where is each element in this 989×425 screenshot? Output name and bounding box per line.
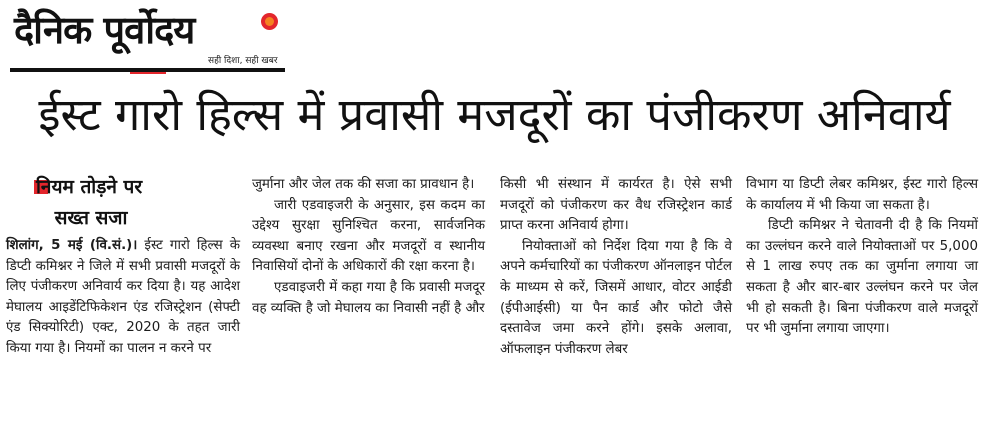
paragraph: नियोक्ताओं को निर्देश दिया गया है कि वे अपने कर्मचारियों का पंजीकरण ऑनलाइन पोर्टल के माध्यम से करें, जिसमें आधार, वोटर आईडी (ईपीआईसी) या पैन कार्ड और फोटो जैसे दस्तावेज जमा करने होंगे। इसके अलावा, ऑफलाइन पंजीकरण लेबर xyxy=(500,238,732,357)
paragraph: विभाग या डिप्टी लेबर कमिश्नर, ईस्ट गारो हिल्स के कार्यालय में भी किया जा सकता है। xyxy=(746,177,978,213)
article-column-1 xyxy=(6,172,240,360)
paragraph: जारी एडवाइजरी के अनुसार, इस कदम का उद्देश्य सुरक्षा सुनिश्चित करना, सार्वजनिक व्यवस्था बनाए रखना और मजदूरों व स्थानीय निवासियों दोनों के अधिकारों की रक्षा करना है। xyxy=(252,197,485,275)
dateline: शिलांग, 5 मई (वि.सं.)। xyxy=(6,238,138,253)
paragraph: एडवाइजरी में कहा गया है कि प्रवासी मजदूर वह व्यक्ति है जो मेघालय का निवासी नहीं है और xyxy=(252,279,485,316)
subhead-line-2: सख्त सजा xyxy=(54,207,128,229)
article-headline: ईस्ट गारो हिल्स में प्रवासी मजदूरों का पंजीकरण अनिवार्य xyxy=(38,88,951,141)
article-column-4 xyxy=(746,175,978,340)
paragraph: जुर्माना और जेल तक की सजा का प्रावधान है। xyxy=(252,177,475,192)
newspaper-logo: दैनिक पूर्वोदय xyxy=(14,8,195,52)
article-column-3 xyxy=(500,175,732,360)
masthead-accent-rule xyxy=(130,72,166,74)
article-column-2 xyxy=(252,175,485,319)
paragraph xyxy=(6,236,240,360)
paragraph-text: ईस्ट गारो हिल्स के डिप्टी कमिश्नर ने जिले में सभी प्रवासी मजदूरों के लिए पंजीकरण अनिवार्य कर दिया है। यह आदेश मेघालय आइडेंटिफिकेशन एंड रजिस्ट्रेशन (सेफ्टी एंड सिक्योरिटी) एक्ट, 2020 के तहत जारी किया गया है। नियमों का पालन न करने पर xyxy=(6,238,241,356)
tagline: सही दिशा, सही खबर xyxy=(208,56,278,66)
paragraph: डिप्टी कमिश्नर ने चेतावनी दी है कि नियमों का उल्लंघन करने वाले नियोक्ताओं पर 5,000 से 1 लाख रुपए तक का जुर्माना लगाया जा सकता है और बार-बार उल्लंघन करने पर जेल भी हो सकती है। बिना पंजीकरण वाले मजदूरों पर भी जुर्माना लगाया जाएगा। xyxy=(746,218,978,337)
article-subhead xyxy=(6,172,240,234)
subhead-line-1: नियम तोड़ने पर xyxy=(36,176,143,198)
sun-icon xyxy=(261,13,278,30)
masthead xyxy=(10,6,285,72)
paragraph: किसी भी संस्थान में कार्यरत है। ऐसे सभी मजदूरों को पंजीकरण कर वैध रजिस्ट्रेशन कार्ड प्राप्त करना अनिवार्य होगा। xyxy=(500,177,732,234)
